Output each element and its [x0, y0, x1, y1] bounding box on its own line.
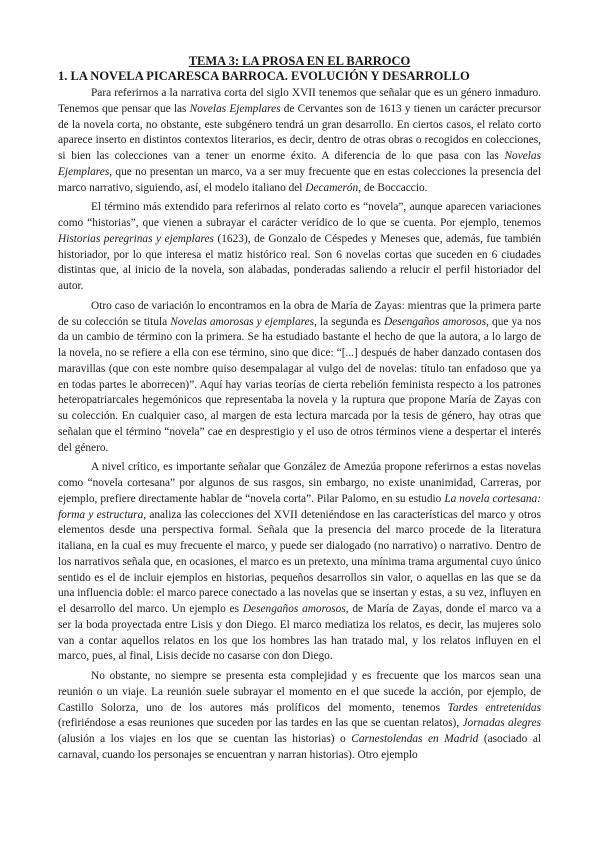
body-paragraph	[58, 200, 541, 295]
paragraph-text: (refiriéndose a esas reuniones que suceden por las tardes en las que se cuentan relatos),	[58, 717, 463, 730]
paragraph-text: (asociado al carnaval, cuando los personajes se encuentran y narran historias). Otro ejemplo	[58, 733, 542, 761]
paragraph-text: de Cervantes son de 1613 y tienen un carácter precursor de la novela corta, no obstante, este subgénero tendrá un gran desarrollo. En ciertos casos, el relato corto aparece inserto en distintos contextos literarios, es decir, dentro de otras obras o recogidos en colecciones, si bien las colecciones van a tener un enorme éxito. A diferencia de lo que pasa con las	[58, 102, 541, 162]
italic-title-text: Novelas Ejemplares	[58, 150, 541, 178]
italic-title-text: Novelas Ejemplares	[189, 102, 281, 115]
italic-title-text: Novelas amorosas y ejemplares	[170, 315, 315, 328]
paragraph-text: El término más extendido para referirnos al relato corto es “novela”, aunque aparecen variaciones como “historias”, que vienen a subrayar el carácter verídico de lo que se cuenta. Por ejemplo, tenemos	[58, 201, 541, 229]
body-paragraph	[58, 669, 541, 764]
italic-title-text: Desengaños amorosos	[383, 315, 487, 328]
paragraph-text: , que ya nos da un cambio de término con la primera. Se ha estudiado bastante el hecho de que la autora, a lo largo de la novela, no se refiere a ella con ese término, sino que dice: “[...] después de haber danzado contasen dos maravillas (que con este nombre quiso desempalagar al vulgo del de novelas: título tan enfadoso que ya en todas partes le aborrecen)”. Aquí hay varias teorías de cierta rebelión feminista respecto a los patrones heteropatriarcales hegemónicos que representaba la novela y la ruptura que propone María de Zayas con su colección. En cualquier caso, al margen de esta lectura marcada por la tesis de género, hay otras que señalan que el término “novela” cae en desprestigio y el uso de otros términos viene a despertar el interés del género.	[58, 315, 541, 454]
document-body	[58, 86, 541, 764]
italic-title-text: La novela cortesana: forma y estructura	[58, 492, 542, 521]
paragraph-text: , analiza las colecciones del XVII deteniéndose en las características del marco y otros elementos desde una perspectiva formal. Señala que la presencia del marco procede de la literatura italiana, en la cual es muy frecuente el marco, y puede ser dialogado (no narrativo) o narrativo. Dentro de los narrativos señala que, en ocasiones, el marco es un pretexto, una mínima trama argumental cuyo único sentido es el de incluir ejemplos en historias, pequeños desarrollos sin valor, o aquellas en las que se da una influencia doble: el marco parece conectado a las novelas que se insertan y estas, a su vez, influyen en el desarrollo del marco. Un ejemplo es	[58, 508, 541, 615]
paragraph-text: Para referirnos a la narrativa corta del siglo XVII tenemos que señalar que es un género inmaduro. Tenemos que pensar que las	[58, 87, 541, 115]
body-paragraph	[58, 86, 541, 196]
paragraph-text: No obstante, no siempre se presenta esta complejidad y es frecuente que los marcos sean una reunión o un viaje. La reunión suele subrayar el momento en el que sucede la acción, por ejemplo, de Castillo Solorza, uno de los autores más prolíficos del momento, tenemos	[58, 670, 541, 714]
italic-title-text: Decamerón	[305, 181, 359, 194]
paragraph-text: , que no presentan un marco, va a ser muy frecuente que en estas colecciones la presencia del marco narrativo, siguiendo, así, el modelo italiano del	[58, 165, 541, 194]
italic-title-text: Jornadas alegres	[462, 717, 541, 730]
document-title: TEMA 3: LA PROSA EN EL BARROCO	[188, 54, 411, 68]
body-paragraph	[58, 299, 541, 457]
paragraph-text: , la segunda es	[314, 315, 384, 328]
body-paragraph	[58, 460, 541, 665]
italic-title-text: Carnestolendas en Madrid	[351, 733, 479, 745]
paragraph-text: , de María de Zayas, donde el marco va a ser la boda proyectada entre Lisis y don Diego. El marco mediatiza los relatos, es decir, las mujeres solo van a contar aquellos relatos en los que los hombres las han tratado mal, y los relatos influyen en el marco, pues, al final, Lisis decide no casarse con don Diego.	[58, 603, 541, 663]
paragraph-text: Otro caso de variación lo encontramos en la obra de María de Zayas: mientras que la primera parte de su colección se titula	[58, 299, 541, 328]
italic-title-text: Desengaños amorosos	[242, 603, 346, 615]
paragraph-text: A nivel crítico, es importante señalar que González de Amezúa propone referirnos a estas novelas como “novela cortesana” por algunos de sus rasgos, sin embargo, no existe unanimidad, Carreras, por ejemplo, prefiere directamente hablar de “novela corta”. Pilar Palomo, en su estudio	[58, 461, 541, 505]
paragraph-text: , de Boccaccio.	[358, 181, 428, 194]
italic-title-text: Tardes entretenidas	[447, 701, 542, 714]
italic-title-text: Historias peregrinas y ejemplares	[58, 232, 214, 245]
paragraph-text: (alusión a los viajes en los que se cuentan las historias) o	[58, 733, 352, 745]
paragraph-text: (1623), de Gonzalo de Céspedes y Meneses que, además, fue también historiador, por lo que interesa el matiz histórico real. Son 6 novelas cortas que suceden en 6 ciudades distintas que, al inicio de la novela, son alabadas, ponderadas saliendo a relucir el perfil historiador del autor.	[58, 232, 541, 292]
section-heading: 1. LA NOVELA PICARESCA BARROCA. EVOLUCIÓN Y DESARROLLO	[58, 69, 470, 83]
